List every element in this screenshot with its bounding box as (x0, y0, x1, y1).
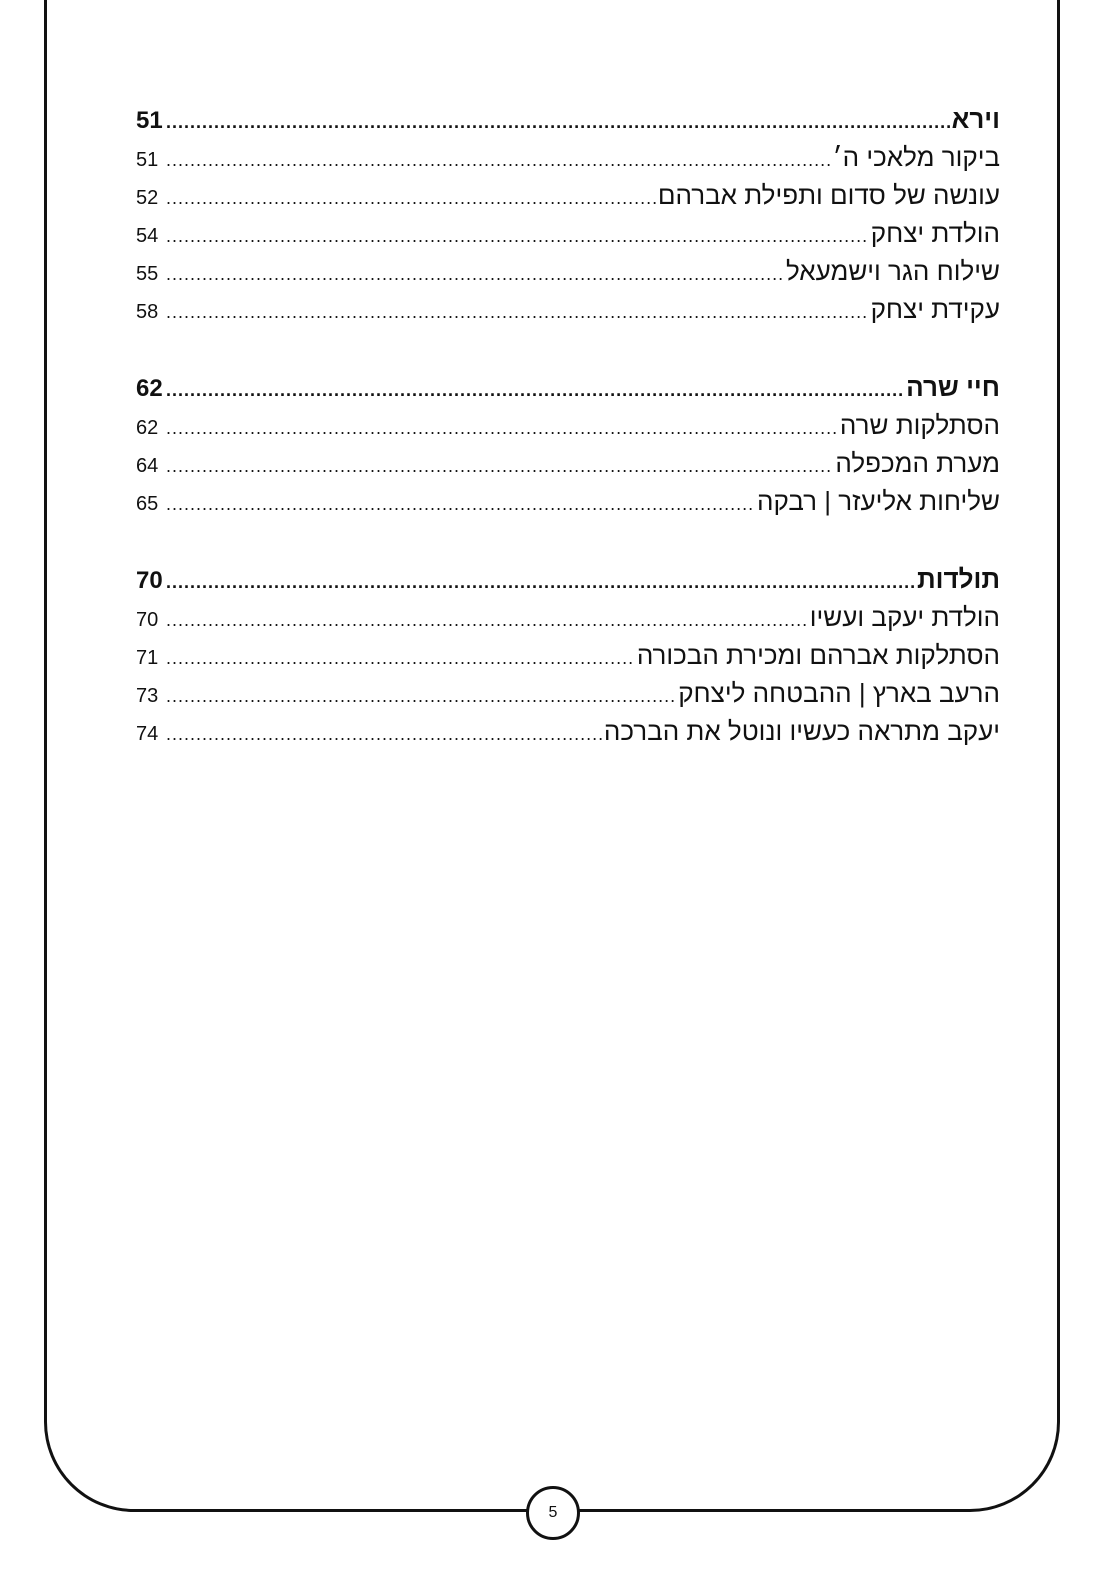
toc-leader-dots (166, 255, 784, 293)
toc-section-vayera (136, 100, 1000, 328)
toc-entry[interactable] (136, 482, 1000, 520)
toc-entry-page: 62 (136, 417, 159, 439)
toc-entry-title: עונשה של סדום ותפילת אברהם (657, 180, 1000, 210)
toc-leader-dots (166, 141, 831, 179)
toc-entry[interactable] (136, 598, 1000, 636)
toc-entry-page: 65 (136, 493, 159, 515)
toc-entry-page: 52 (136, 187, 159, 209)
toc-entry[interactable] (136, 290, 1000, 328)
toc-entry[interactable] (136, 444, 1000, 482)
toc-leader-dots (166, 677, 676, 715)
toc-entry-title: יעקב מתראה כעשיו ונוטל את הברכה (603, 716, 1000, 746)
toc-entry-title: מערת המכפלה (835, 448, 1000, 478)
toc-entry-page: 74 (136, 723, 159, 745)
toc-entry[interactable] (136, 252, 1000, 290)
toc-entry-title: עקידת יצחק (870, 294, 1000, 324)
toc-leader-dots (166, 447, 833, 485)
toc-heading-page: 62 (136, 375, 163, 402)
toc-entry[interactable] (136, 636, 1000, 674)
toc-heading[interactable] (136, 368, 1000, 406)
toc-leader-dots (166, 217, 869, 255)
toc-entry-title: הולדת יעקב ועשיו (809, 602, 1000, 632)
toc-entry[interactable] (136, 138, 1000, 176)
toc-entry[interactable] (136, 674, 1000, 712)
toc-entry[interactable] (136, 176, 1000, 214)
toc-entry-page: 64 (136, 455, 159, 477)
toc-heading-page: 70 (136, 567, 163, 594)
toc-entry-title: הולדת יצחק (870, 218, 1000, 248)
toc-heading-title: וירא (951, 104, 1000, 134)
toc-leader-dots (166, 371, 904, 409)
toc-leader-dots (166, 563, 915, 601)
toc-heading-page: 51 (136, 107, 163, 134)
toc-entry-page: 73 (136, 685, 159, 707)
toc-entry-title: הסתלקות אברהם ומכירת הבכורה (636, 640, 1000, 670)
toc-leader-dots (166, 715, 602, 753)
toc-entry[interactable] (136, 712, 1000, 750)
toc-section-chayei-sarah (136, 368, 1000, 520)
table-of-contents (136, 100, 1000, 790)
toc-entry-page: 55 (136, 263, 159, 285)
toc-heading-title: חיי שרה (906, 372, 1000, 402)
toc-entry-page: 70 (136, 609, 159, 631)
toc-heading-title: תולדות (916, 564, 1000, 594)
toc-section-toldot (136, 560, 1000, 750)
toc-entry-page: 71 (136, 647, 159, 669)
toc-leader-dots (166, 409, 838, 447)
toc-heading[interactable] (136, 560, 1000, 598)
toc-leader-dots (166, 293, 869, 331)
toc-heading[interactable] (136, 100, 1000, 138)
toc-entry-page: 51 (136, 149, 159, 171)
toc-leader-dots (166, 485, 755, 523)
toc-entry[interactable] (136, 214, 1000, 252)
toc-entry-title: שילוח הגר וישמעאל (786, 256, 1000, 286)
toc-entry-page: 54 (136, 225, 159, 247)
page-number-badge (526, 1486, 580, 1540)
toc-entry[interactable] (136, 406, 1000, 444)
toc-entry-title: ביקור מלאכי ה׳ (832, 142, 1000, 172)
toc-entry-title: שליחות אליעזר | רבקה (757, 486, 1000, 516)
toc-entry-page: 58 (136, 301, 159, 323)
toc-entry-title: הסתלקות שרה (839, 410, 1000, 440)
toc-leader-dots (166, 601, 808, 639)
toc-entry-title: הרעב בארץ | ההבטחה ליצחק (678, 678, 1000, 708)
toc-leader-dots (166, 103, 950, 141)
toc-leader-dots (166, 639, 635, 677)
toc-leader-dots (166, 179, 656, 217)
page-number: 5 (548, 1504, 558, 1521)
